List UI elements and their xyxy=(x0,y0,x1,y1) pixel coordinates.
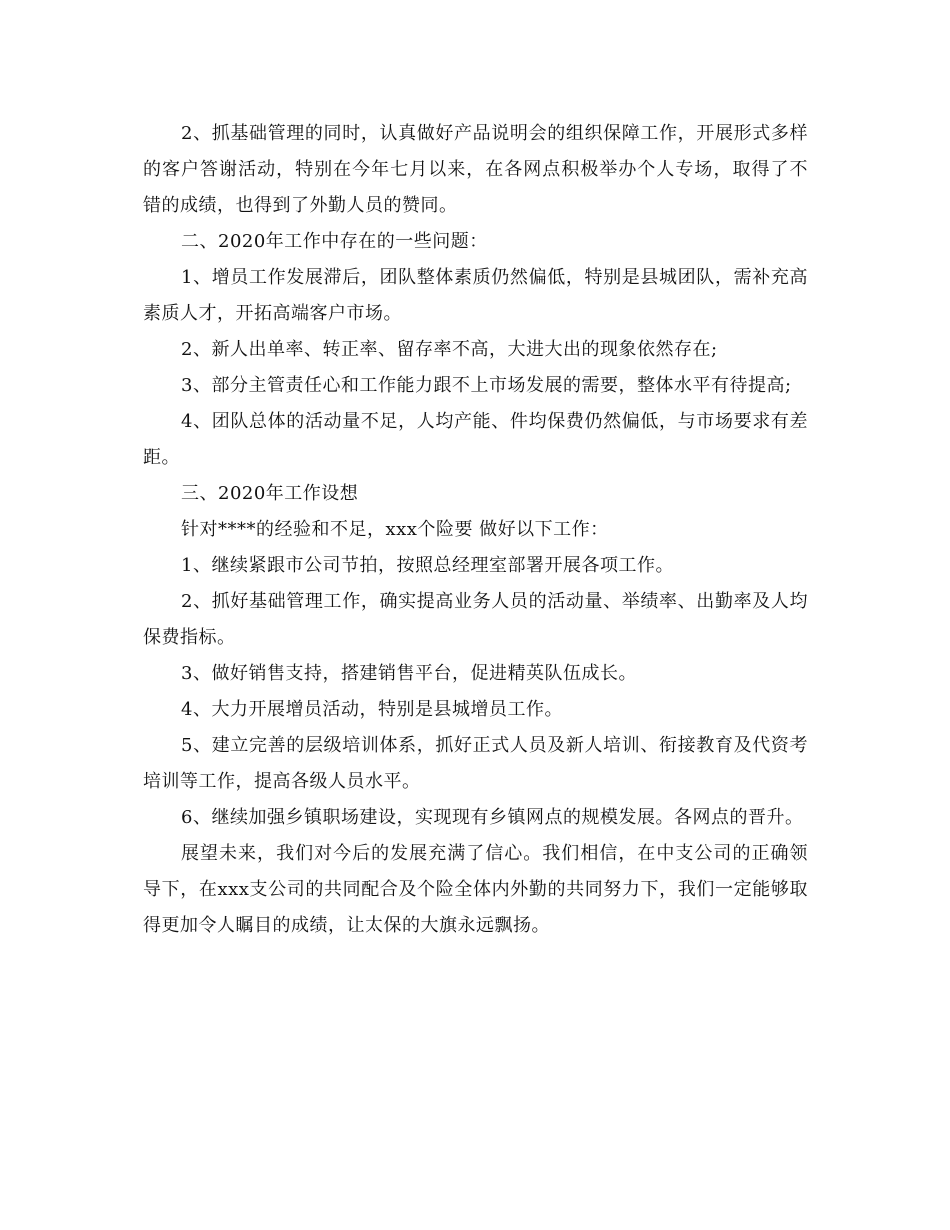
paragraph-plan-3: 3、做好销售支持，搭建销售平台，促进精英队伍成长。 xyxy=(181,663,637,684)
paragraph-plan-5: 5、建立完善的层级培训体系，抓好正式人员及新人培训、衔接教育及代资考培训等工作，提高各级人员水平。 xyxy=(143,735,808,792)
paragraph-plan-1: 1、继续紧跟市公司节拍，按照总经理室部署开展各项工作。 xyxy=(181,555,674,576)
section-heading-plans: 三、2020年工作设想 xyxy=(181,483,359,504)
paragraph-plan-2: 2、抓好基础管理工作，确实提高业务人员的活动量、举绩率、出勤率及人均保费指标。 xyxy=(143,591,808,648)
paragraph-problem-2: 2、新人出单率、转正率、留存率不高，大进大出的现象依然存在; xyxy=(181,339,718,360)
paragraph-plan-4: 4、大力开展增员活动，特别是县城增员工作。 xyxy=(181,699,563,720)
paragraph-outlook: 展望未来，我们对今后的发展充满了信心。我们相信，在中支公司的正确领导下，在xxx支公司的共同配合及个险全体内外勤的共同努力下，我们一定能够取得更加令人瞩目的成绩，让太保的大旗永远飘扬。 xyxy=(143,843,808,936)
section-heading-problems: 二、2020年工作中存在的一些问题： xyxy=(181,231,488,252)
paragraph-problem-1: 1、增员工作发展滞后，团队整体素质仍然偏低，特别是县城团队，需补充高素质人才，开拓高端客户市场。 xyxy=(143,267,808,324)
paragraph-problem-4: 4、团队总体的活动量不足，人均产能、件均保费仍然偏低，与市场要求有差距。 xyxy=(143,411,808,468)
paragraph-plans-intro: 针对****的经验和不足，xxx个险要 做好以下工作： xyxy=(181,519,609,540)
document-body xyxy=(143,116,808,944)
paragraph-1: 2、抓基础管理的同时，认真做好产品说明会的组织保障工作，开展形式多样的客户答谢活动，特别在今年七月以来，在各网点积极举办个人专场，取得了不错的成绩，也得到了外勤人员的赞同。 xyxy=(143,123,808,216)
paragraph-problem-3: 3、部分主管责任心和工作能力跟不上市场发展的需要，整体水平有待提高; xyxy=(181,375,792,396)
paragraph-plan-6: 6、继续加强乡镇职场建设，实现现有乡镇网点的规模发展。各网点的晋升。 xyxy=(181,807,804,828)
